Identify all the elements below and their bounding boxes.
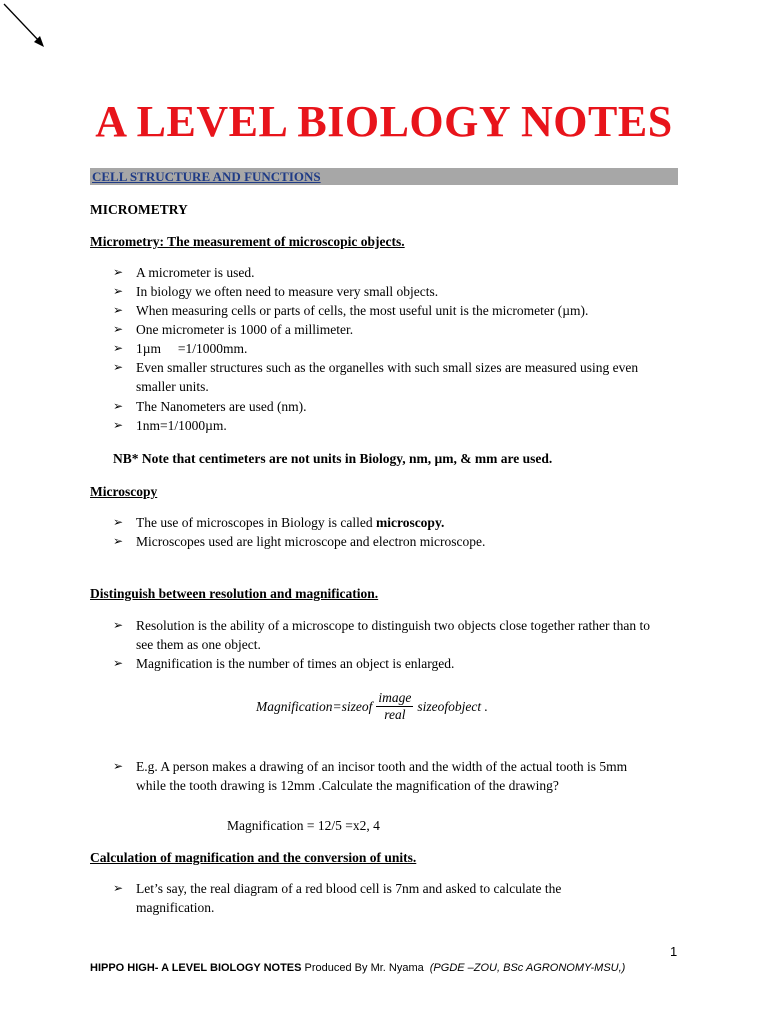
arrow-bullet-icon: ➢ xyxy=(113,534,124,548)
conversion-heading: Calculation of magnification and the conversion of units. xyxy=(90,850,417,865)
arrow-bullet-icon: ➢ xyxy=(113,322,124,336)
microscopy-heading: Microscopy xyxy=(90,484,158,499)
list-item: ➢ Even smaller structures such as the organelles with such small sizes are measured using even smaller units. xyxy=(113,360,639,394)
arrow-bullet-icon: ➢ xyxy=(113,881,124,895)
magnification-answer: Magnification = 12/5 =x2, 4 xyxy=(227,818,380,833)
formula-fraction: $\frac{\text{image}}{\text{real}}$ xyxy=(378,690,412,722)
section-heading: CELL STRUCTURE AND FUNCTIONS xyxy=(92,169,321,184)
list-item: ➢ One micrometer is 1000 of a millimeter. xyxy=(113,322,354,337)
list-item: ➢ 1µm =1/1000mm. xyxy=(113,341,248,356)
list-item: ➢ E.g. A person makes a drawing of an incisor tooth and the width of the actual tooth is 5mm while the tooth drawing is 12mm .Calculate the magnification of the drawing? xyxy=(113,759,628,793)
micrometry-heading: MICROMETRY xyxy=(90,202,188,217)
arrow-bullet-icon: ➢ xyxy=(113,759,124,773)
arrow-bullet-icon: ➢ xyxy=(113,284,124,298)
arrow-bullet-icon: ➢ xyxy=(113,418,124,432)
page-number: 1 xyxy=(670,944,678,959)
list-item: ➢ In biology we often need to measure very small objects. xyxy=(113,284,439,299)
list-item: ➢ Microscopes used are light microscope and electron microscope. xyxy=(113,534,486,549)
arrow-bullet-icon: ➢ xyxy=(113,265,124,279)
resolution-heading: Distinguish between resolution and magnification. xyxy=(90,586,379,601)
arrow-bullet-icon: ➢ xyxy=(113,303,124,317)
section-heading-bar xyxy=(90,168,678,185)
arrow-bullet-icon: ➢ xyxy=(113,399,124,413)
corner-arrow-icon xyxy=(0,0,60,60)
footer: HIPPO HIGH- A LEVEL BIOLOGY NOTES Produced By Mr. Nyama (PGDE –ZOU, BSc AGRONOMY-MSU,) xyxy=(90,962,626,974)
list-item: ➢ The use of microscopes in Biology is called microscopy. xyxy=(113,515,445,530)
list-item: ➢ When measuring cells or parts of cells, the most useful unit is the micrometer (µm). xyxy=(113,303,589,318)
list-item: ➢ The Nanometers are used (nm). xyxy=(113,399,307,414)
arrow-bullet-icon: ➢ xyxy=(113,618,124,632)
list-item: ➢ A micrometer is used. xyxy=(113,265,255,280)
arrow-bullet-icon: ➢ xyxy=(113,515,124,529)
arrow-bullet-icon: ➢ xyxy=(113,360,124,374)
nb-note: NB* Note that centimeters are not units in Biology, nm, µm, & mm are used. xyxy=(113,451,553,466)
list-item: ➢ Magnification is the number of times an object is enlarged. xyxy=(113,656,455,671)
arrow-bullet-icon: ➢ xyxy=(113,341,124,355)
micrometry-definition: Micrometry: The measurement of microscopic objects. xyxy=(90,234,405,249)
list-item: ➢ 1nm=1/1000µm. xyxy=(113,418,227,433)
list-item: ➢ Let’s say, the real diagram of a red blood cell is 7nm and asked to calculate the magnification. xyxy=(113,881,562,915)
magnification-formula: Magnification=sizeof $\frac{\text{image}}{\text{real}}$ sizeofobject . xyxy=(256,690,488,722)
page-title: A LEVEL BIOLOGY NOTES xyxy=(95,97,673,146)
list-item: ➢ Resolution is the ability of a microscope to distinguish two objects close together rather than to see them as one object. xyxy=(113,618,651,652)
arrow-bullet-icon: ➢ xyxy=(113,656,124,670)
